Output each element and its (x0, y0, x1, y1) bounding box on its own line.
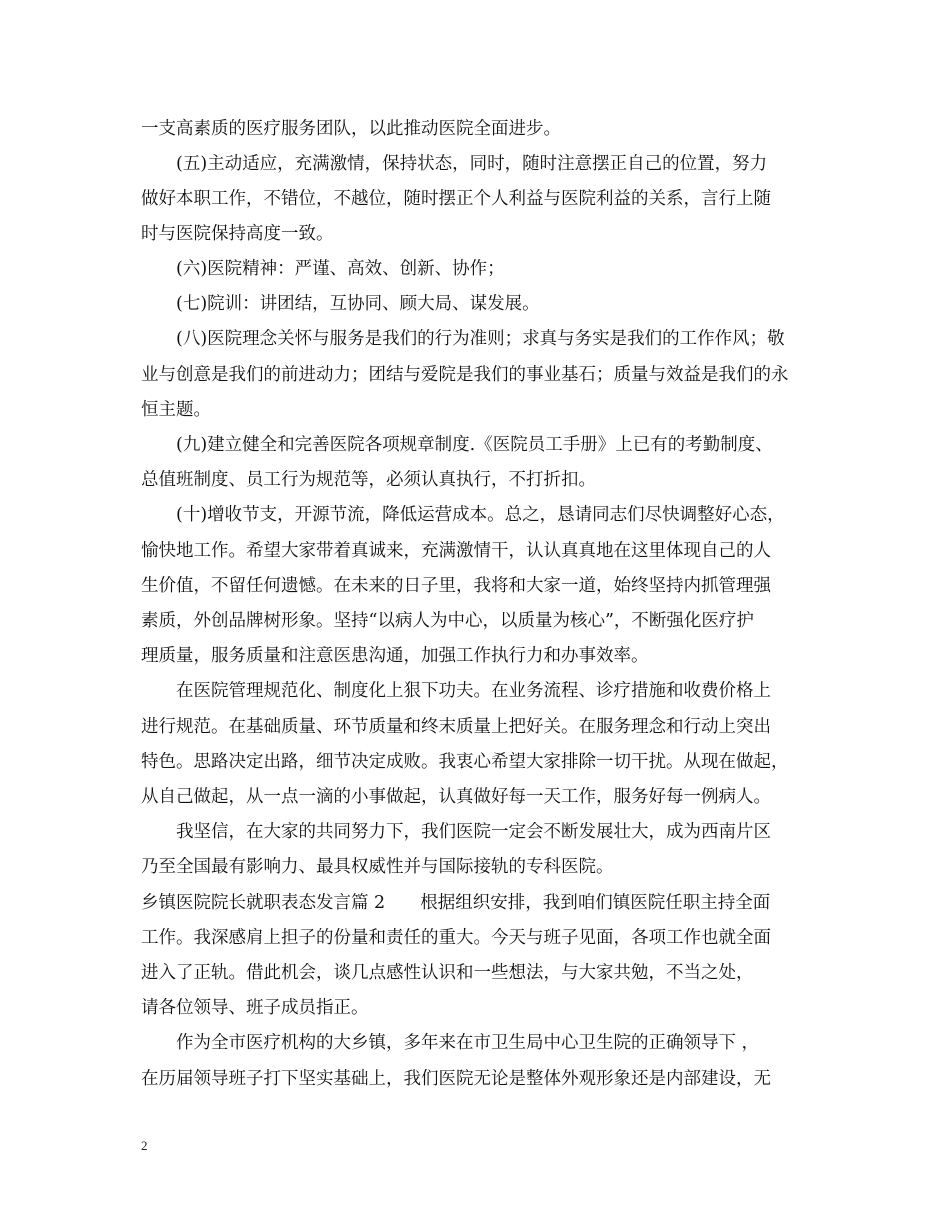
text-line: 进行规范。在基础质量、环节质量和终末质量上把好关。在服务理念和行动上突出 (141, 717, 771, 737)
text-line: 在历届领导班子打下坚实基础上，我们医院无论是整体外观形象还是内部建设，无 (141, 1069, 771, 1089)
text-line: (八)医院理念关怀与服务是我们的行为准则；求真与务实是我们的工作作风；敬 (176, 329, 785, 349)
text-line: 一支高素质的医疗服务团队，以此推动医院全面进步。 (141, 119, 561, 139)
text-line: 生价值，不留任何遗憾。在未来的日子里，我将和大家一道，始终坚持内抓管理强 (141, 576, 771, 596)
text-line: 乡镇医院院长就职表态发言篇 2 根据组织安排，我到咱们镇医院任职主持全面 (141, 893, 771, 913)
text-line: 我坚信，在大家的共同努力下，我们医院一定会不断发展壮大，成为西南片区 (176, 822, 771, 842)
text-line: (七)院训：讲团结，互协同、顾大局、谋发展。 (176, 294, 540, 314)
text-line: 愉快地工作。希望大家带着真诚来，充满激情干，认认真真地在这里体现自己的人 (141, 541, 771, 561)
text-line: (六)医院精神：严谨、高效、创新、协作； (176, 259, 505, 279)
text-line: 素质，外创品牌树形象。坚持“以病人为中心，以质量为核心”，不断强化医疗护 (141, 611, 754, 631)
text-line: 乃至全国最有影响力、最具权威性并与国际接轨的专科医院。 (141, 857, 614, 877)
text-line: 业与创意是我们的前进动力；团结与爱院是我们的事业基石；质量与效益是我们的永 (141, 365, 789, 385)
text-line: 工作。我深感肩上担子的份量和责任的重大。今天与班子见面，各项工作也就全面 (141, 928, 771, 948)
text-line: (五)主动适应，充满激情，保持状态，同时，随时注意摆正自己的位置，努力 (176, 154, 768, 174)
text-line: (十)增收节支，开源节流，降低运营成本。总之，恳请同志们尽快调整好心态， (176, 505, 785, 525)
text-line: 请各位领导、班子成员指正。 (141, 998, 369, 1018)
page-number: 2 (141, 1138, 148, 1153)
text-line: 在医院管理规范化、制度化上狠下功夫。在业务流程、诊疗措施和收费价格上 (176, 681, 771, 701)
text-line: 从自己做起，从一点一滴的小事做起，认真做好每一天工作，服务好每一例病人。 (141, 787, 771, 807)
text-line: (九)建立健全和完善医院各项规章制度.《医院员工手册》上已有的考勤制度、 (176, 435, 773, 455)
text-line: 进入了正轨。借此机会，谈几点感性认识和一些想法，与大家共勉，不当之处， (141, 963, 754, 983)
text-line: 作为全市医疗机构的大乡镇，多年来在市卫生局中心卫生院的正确领导下 ， (176, 1033, 760, 1053)
text-line: 理质量，服务质量和注意医患沟通，加强工作执行力和办事效率。 (141, 646, 649, 666)
text-line: 时与医院保持高度一致。 (141, 224, 334, 244)
text-line: 总值班制度、员工行为规范等，必须认真执行，不打折扣。 (141, 470, 596, 490)
text-line: 恒主题。 (141, 400, 211, 420)
text-line: 做好本职工作，不错位，不越位，随时摆正个人利益与医院利益的关系，言行上随 (141, 189, 771, 209)
text-line: 特色。思路决定出路，细节决定成败。我衷心希望大家排除一切干扰。从现在做起， (141, 752, 789, 772)
